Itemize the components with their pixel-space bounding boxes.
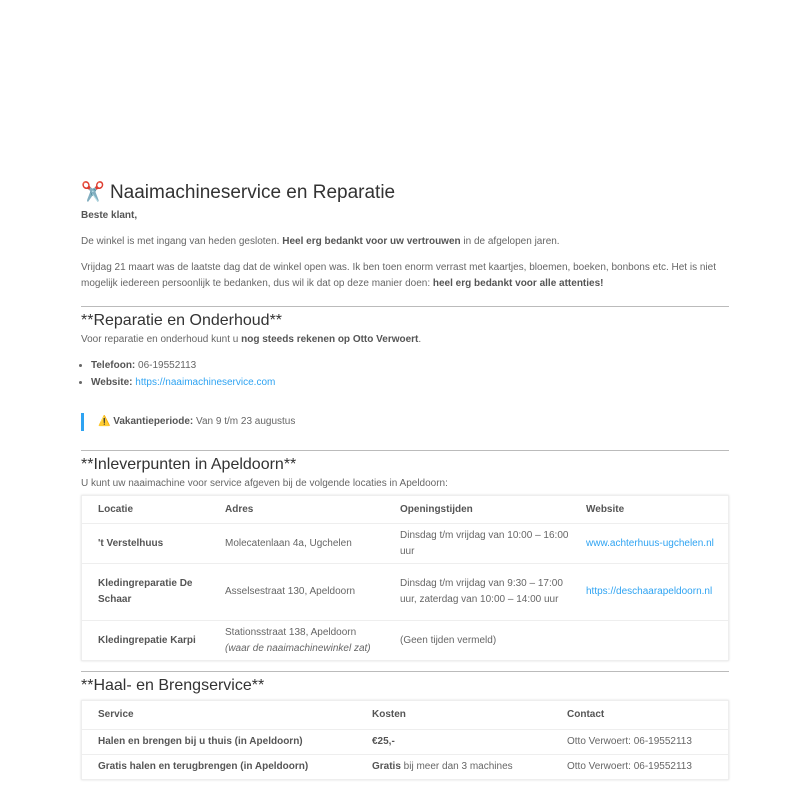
t: Vrijdag 21 maart was de laatste dag dat de winkel open was. Ik ben toen enorm verrast met kaartjes, bloemen, boeken, bonbons etc. Het is niet mogelijk iedereen persoonlijk te bedanken, dus wil ik dat op deze manier doen: (81, 262, 716, 289)
t: Gratis (372, 761, 401, 772)
td: Gratis halen en terugbrengen (in Apeldoorn) (82, 755, 357, 780)
t: in de afgelopen jaren. (460, 236, 560, 247)
dropoff-heading: **Inleverpunten in Apeldoorn** (81, 456, 297, 473)
td: Otto Verwoert: 06-19552113 (551, 730, 729, 755)
warning-icon: ⚠️ (98, 416, 111, 427)
phone: 06-19552113 (135, 360, 197, 371)
td (356, 755, 551, 780)
th: Openingstijden (400, 503, 473, 515)
table-header (82, 701, 729, 730)
dropoff-table (81, 495, 729, 661)
td: Halen en brengen bij u thuis (in Apeldoorn) (82, 730, 357, 755)
greeting-text: Beste klant, (81, 210, 138, 221)
vacation-notice (81, 413, 729, 431)
t: Vakantieperiode: (113, 416, 194, 427)
th: Adres (225, 503, 254, 515)
t: heel erg bedankt voor alle attenties! (432, 278, 604, 289)
t: Telefoon: (91, 360, 136, 371)
t: . (418, 334, 422, 345)
content (81, 180, 729, 780)
td: Molecatenlaan 4a, Ugchelen (209, 524, 384, 564)
td (570, 621, 729, 661)
td (209, 621, 384, 661)
divider (81, 306, 729, 307)
td: Asselsestraat 130, Apeldoorn (209, 564, 384, 621)
t: Website: (91, 377, 133, 388)
t: Van 9 t/m 23 augustus (193, 416, 296, 427)
table-row (82, 730, 729, 755)
td (356, 730, 551, 755)
th: Service (98, 709, 134, 720)
table-header (82, 496, 729, 524)
pickup-table (81, 700, 729, 780)
t: €25,- (372, 736, 395, 747)
pickup-heading: **Haal- en Brengservice** (81, 677, 265, 694)
t: nog steeds rekenen op Otto Verwoert (241, 334, 419, 345)
title-text: Naaimachineservice en Reparatie (109, 182, 396, 203)
td: Kledingrepatie Karpi (82, 621, 210, 661)
td: Otto Verwoert: 06-19552113 (551, 755, 729, 780)
website-item (91, 374, 729, 391)
td: 't Verstelhuus (82, 524, 210, 564)
scissors-icon: ✂️ (81, 182, 105, 203)
table-row (82, 621, 729, 661)
td: Dinsdag t/m vrijdag van 10:00 – 16:00 uur (384, 524, 570, 564)
paragraph-thanks (81, 260, 729, 292)
t: De winkel is met ingang van heden gesloten. (81, 236, 283, 247)
website-link[interactable]: www.achterhuus-ugchelen.nl (586, 537, 714, 549)
td: (Geen tijden vermeld) (384, 621, 570, 661)
t: Heel erg bedankt voor uw vertrouwen (282, 236, 461, 247)
phone-item (91, 357, 729, 374)
greeting (81, 208, 729, 224)
contact-list (81, 357, 729, 391)
dropoff-intro: U kunt uw naaimachine voor service afgeven bij de volgende locaties in Apeldoorn: (81, 478, 448, 489)
t: bij meer dan 3 machines (400, 761, 513, 772)
th: Contact (567, 709, 605, 720)
th: Kosten (372, 709, 406, 720)
website-link[interactable]: https://naaimachineservice.com (135, 377, 276, 388)
t: (waar de naaimachinewinkel zat) (225, 642, 371, 654)
website-link[interactable]: https://deschaarapeldoorn.nl (586, 586, 713, 597)
td: Kledingreparatie De Schaar (82, 564, 210, 621)
paragraph-closing (81, 234, 729, 250)
t: Voor reparatie en onderhoud kunt u (81, 334, 242, 345)
divider (81, 450, 729, 451)
td: Dinsdag t/m vrijdag van 9:30 – 17:00 uur, zaterdag van 10:00 – 14:00 uur (384, 564, 570, 621)
table-row (82, 564, 729, 621)
page-title (81, 180, 729, 206)
th: Website (586, 503, 625, 515)
repair-text (81, 332, 729, 348)
table-row (82, 524, 729, 564)
repair-heading: **Reparatie en Onderhoud** (81, 312, 283, 329)
th: Locatie (98, 503, 134, 515)
t: Stationsstraat 138, Apeldoorn (225, 626, 357, 638)
table-row (82, 755, 729, 780)
divider (81, 671, 729, 672)
